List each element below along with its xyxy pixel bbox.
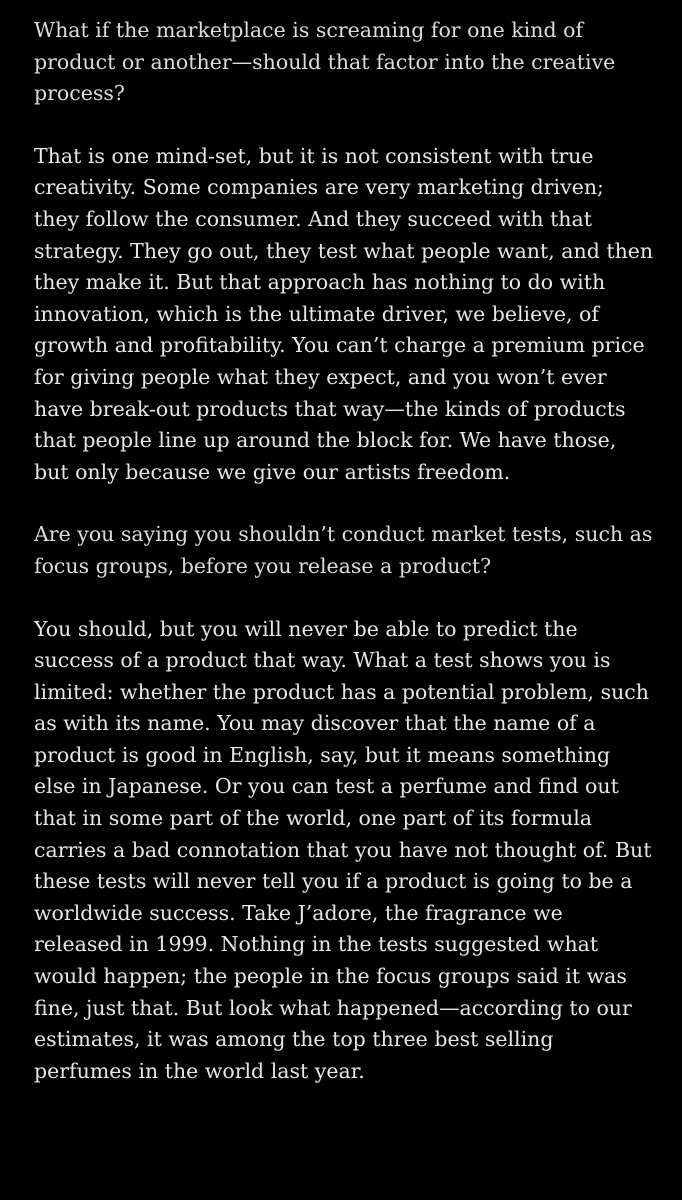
interview-answer-2: You should, but you will never be able to predict the success of a product that way. What a test shows you is limited: whether the product has a potential problem, such as with its name. You may discover that the name of a product is good in English, say, but it means something else in Japanese. Or you can test a perfume and find out that in some part of the world, one part of its formula carries a bad connotation that you have not thought of. But these tests will never tell you if a product is going to be a worldwide success. Take J’adore, the fragrance we released in 1999. Nothing in the tests suggested what would happen; the people in the focus groups said it was fine, just that. But look what happened—according to our estimates, it was among the top three best selling perfumes in the world last year. <box>34 616 652 1083</box>
interview-question-1: What if the marketplace is screaming for one kind of product or another—should that factor into the creative process? <box>34 18 616 106</box>
interview-answer-1: That is one mind-set, but it is not consistent with true creativity. Some companies are very marketing driven; they follow the consumer. And they succeed with that strategy. They go out, they test what people want, and then they make it. But that approach has nothing to do with innovation, which is the ultimate driver, we believe, of growth and profitability. You can’t charge a premium price for giving people what they expect, and you won’t ever have break-out products that way—the kinds of products that people line up around the block for. We have those, but only because we give our artists freedom. <box>34 143 654 484</box>
interview-question-2: Are you saying you shouldn’t conduct market tests, such as focus groups, before you release a product? <box>34 522 653 578</box>
